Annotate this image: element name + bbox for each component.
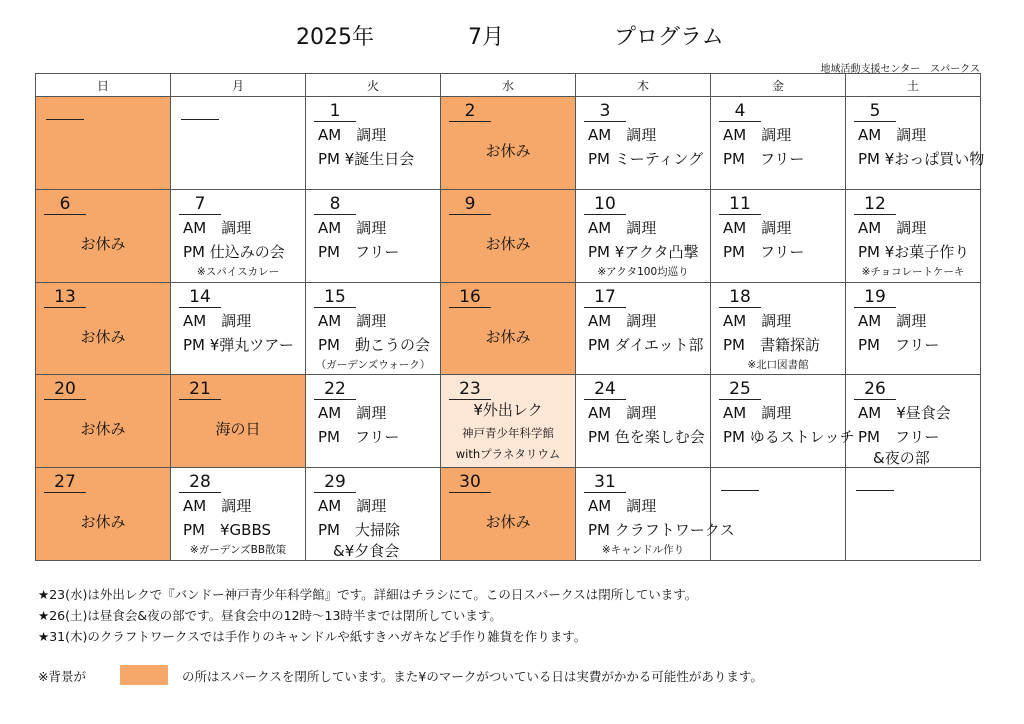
day-number: 2 <box>449 101 491 122</box>
day-cell <box>846 468 981 561</box>
day-note: （ガーデンズウォーク） <box>315 358 431 371</box>
schedule-line: AM 調理 <box>723 311 792 330</box>
day-status: 海の日 <box>215 420 261 439</box>
day-number: 10 <box>584 194 626 215</box>
day-cell <box>441 375 576 468</box>
weekday-header: 火 <box>306 74 441 97</box>
schedule-line: PM ¥弾丸ツアー <box>183 335 294 354</box>
day-number: 22 <box>314 379 356 400</box>
schedule-line: AM 調理 <box>723 126 792 144</box>
schedule-line: PM フリー <box>858 428 940 447</box>
schedule-line: AM 調理 <box>183 218 252 237</box>
page-title <box>0 20 1024 50</box>
day-cell <box>441 282 576 375</box>
day-cell <box>846 375 981 468</box>
day-number: 5 <box>854 101 896 122</box>
day-note: ※アクタ100均巡り <box>597 265 689 278</box>
day-note: ※ガーデンズBB散策 <box>189 544 287 557</box>
blank-day-line <box>46 118 84 120</box>
schedule-line: PM ¥誕生日会 <box>318 150 415 168</box>
day-cell <box>36 375 171 468</box>
note-line: ★31(木)のクラフトワークスでは手作りのキャンドルや紙すきハガキなど手作り雑貨を作ります。 <box>38 629 587 644</box>
week-row <box>36 97 981 190</box>
day-cell <box>441 189 576 282</box>
schedule-line: AM 調理 <box>588 497 657 516</box>
day-cell <box>576 375 711 468</box>
day-status: お休み <box>485 327 531 346</box>
day-number: 20 <box>44 379 86 400</box>
schedule-line: &¥夕食会 <box>318 542 400 561</box>
schedule-line: PM フリー <box>858 335 940 354</box>
schedule-line: PM ¥おっぱ買い物 <box>858 150 985 168</box>
legend-suffix: の所はスパークスを閉所しています。また¥のマークがついている日は実費がかかる可能性があります。 <box>182 669 763 684</box>
schedule-line: AM 調理 <box>318 126 387 144</box>
day-number: 13 <box>44 287 86 308</box>
day-status: お休み <box>485 142 531 160</box>
schedule-line: PM フリー <box>723 242 805 261</box>
weekday-header: 日 <box>36 74 171 97</box>
schedule-line: AM 調理 <box>588 218 657 237</box>
schedule-line: PM 大掃除 <box>318 521 400 540</box>
day-number: 17 <box>584 287 626 308</box>
blank-day-line <box>856 489 894 491</box>
day-number: 15 <box>314 287 356 308</box>
schedule-line: AM 調理 <box>318 311 387 330</box>
day-cell <box>576 189 711 282</box>
title-month: 7月 <box>468 25 504 50</box>
schedule-line: PM ¥GBBS <box>183 521 271 540</box>
week-row <box>36 282 981 375</box>
day-cell <box>171 282 306 375</box>
schedule-line: PM 色を楽しむ会 <box>588 428 705 447</box>
day-number: 7 <box>179 194 221 215</box>
day-number: 24 <box>584 379 626 400</box>
day-number: 1 <box>314 101 356 122</box>
day-number: 16 <box>449 287 491 308</box>
day-cell <box>306 282 441 375</box>
schedule-line: AM 調理 <box>588 311 657 330</box>
day-status: お休み <box>80 513 126 532</box>
notes <box>38 584 697 647</box>
schedule-line: PM 仕込みの会 <box>183 242 285 261</box>
week-row <box>36 189 981 282</box>
day-cell <box>36 97 171 190</box>
day-cell <box>576 282 711 375</box>
day-number: 31 <box>584 472 626 493</box>
day-number: 26 <box>854 379 896 400</box>
blank-day-line <box>181 118 219 120</box>
note-line: ★26(土)は昼食会&夜の部です。昼食会中の12時～13時半までは閉所しています。 <box>38 608 502 623</box>
weekday-header: 水 <box>441 74 576 97</box>
schedule-line: PM フリー <box>318 428 400 447</box>
schedule-line: PM ミーティング <box>588 150 704 168</box>
day-cell <box>441 97 576 190</box>
day-number: 11 <box>719 194 761 215</box>
event-line: 神戸青少年科学館 <box>462 426 554 441</box>
day-number: 25 <box>719 379 761 400</box>
weekday-header: 木 <box>576 74 711 97</box>
legend-prefix: ※背景が <box>38 669 86 684</box>
day-cell <box>711 375 855 468</box>
closed-color-swatch <box>120 665 168 685</box>
schedule-line: PM ¥お菓子作り <box>858 242 970 261</box>
day-number: 18 <box>719 287 761 308</box>
day-number: 27 <box>44 472 86 493</box>
event-line: withプラネタリウム <box>455 447 561 462</box>
day-cell <box>306 97 441 190</box>
day-cell <box>441 468 576 561</box>
day-cell <box>711 282 846 375</box>
day-note: ※北口図書館 <box>747 358 809 371</box>
schedule-line: AM 調理 <box>723 218 792 237</box>
organization-name: 地域活動支援センター スパークス <box>820 64 980 75</box>
schedule-line: PM 書籍探訪 <box>723 335 820 354</box>
weekday-header: 金 <box>711 74 846 97</box>
schedule-line: AM 調理 <box>318 497 387 516</box>
day-note: ※キャンドル作り <box>601 544 685 557</box>
schedule-line: AM 調理 <box>858 311 927 330</box>
day-cell <box>711 468 846 561</box>
day-cell <box>576 97 711 190</box>
day-cell <box>711 97 846 190</box>
day-cell <box>171 97 306 190</box>
day-status: お休み <box>485 234 531 253</box>
title-program: プログラム <box>614 25 724 50</box>
week-row <box>36 375 981 468</box>
day-cell <box>576 468 735 561</box>
weekday-header-row <box>36 74 981 97</box>
day-note: ※スパイスカレー <box>196 265 280 278</box>
day-cell <box>846 282 981 375</box>
day-cell <box>36 189 171 282</box>
note-line: ★23(水)は外出レクで『バンドー神戸青少年科学館』です。詳細はチラシにて。この日スパークスは閉所しています。 <box>38 587 698 602</box>
day-number: 23 <box>449 379 491 400</box>
day-number: 3 <box>584 101 626 122</box>
weekday-header: 月 <box>171 74 306 97</box>
blank-day-line <box>721 489 759 491</box>
schedule-line: PM フリー <box>723 150 805 168</box>
day-number: 19 <box>854 287 896 308</box>
day-number: 6 <box>44 194 86 215</box>
day-note: ※チョコレートケーキ <box>861 265 965 278</box>
schedule-line: &夜の部 <box>858 449 930 468</box>
day-cell <box>846 97 985 190</box>
schedule-line: AM 調理 <box>318 218 387 237</box>
day-number: 12 <box>854 194 896 215</box>
day-cell <box>171 468 306 561</box>
day-number: 14 <box>179 287 221 308</box>
day-cell <box>846 189 981 282</box>
day-number: 21 <box>179 379 221 400</box>
week-row <box>36 468 981 561</box>
schedule-line: PM クラフトワークス <box>588 521 735 540</box>
day-number: 30 <box>449 472 491 493</box>
weekday-header: 土 <box>846 74 981 97</box>
schedule-line: AM 調理 <box>588 404 657 423</box>
day-status: お休み <box>485 513 531 532</box>
schedule-line: PM ¥アクタ凸撃 <box>588 242 699 261</box>
day-cell <box>306 189 441 282</box>
day-number: 8 <box>314 194 356 215</box>
day-cell <box>36 282 171 375</box>
schedule-line: AM 調理 <box>588 126 657 144</box>
schedule-line: PM フリー <box>318 242 400 261</box>
schedule-line: PM ダイエット部 <box>588 335 704 354</box>
schedule-line: AM ¥昼食会 <box>858 404 951 423</box>
schedule-line: AM 調理 <box>318 404 387 423</box>
day-cell <box>171 375 306 468</box>
day-cell <box>36 468 171 561</box>
day-number: 9 <box>449 194 491 215</box>
schedule-line: AM 調理 <box>858 218 927 237</box>
day-cell <box>306 468 441 561</box>
calendar-table <box>35 73 985 561</box>
day-status: お休み <box>80 420 126 439</box>
day-cell <box>171 189 306 282</box>
day-cell <box>306 375 441 468</box>
event-line: ¥外出レク <box>473 401 543 420</box>
day-number: 28 <box>179 472 221 493</box>
schedule-line: AM 調理 <box>723 404 792 423</box>
day-cell <box>711 189 846 282</box>
schedule-line: AM 調理 <box>858 126 927 144</box>
day-status: お休み <box>80 234 126 253</box>
day-number: 4 <box>719 101 761 122</box>
schedule-line: AM 調理 <box>183 497 252 516</box>
day-status: お休み <box>80 327 126 346</box>
day-number: 29 <box>314 472 356 493</box>
schedule-line: PM ゆるストレッチ <box>723 428 855 447</box>
schedule-line: PM 動こうの会 <box>318 335 430 354</box>
title-year: 2025年 <box>296 25 374 50</box>
schedule-line: AM 調理 <box>183 311 252 330</box>
